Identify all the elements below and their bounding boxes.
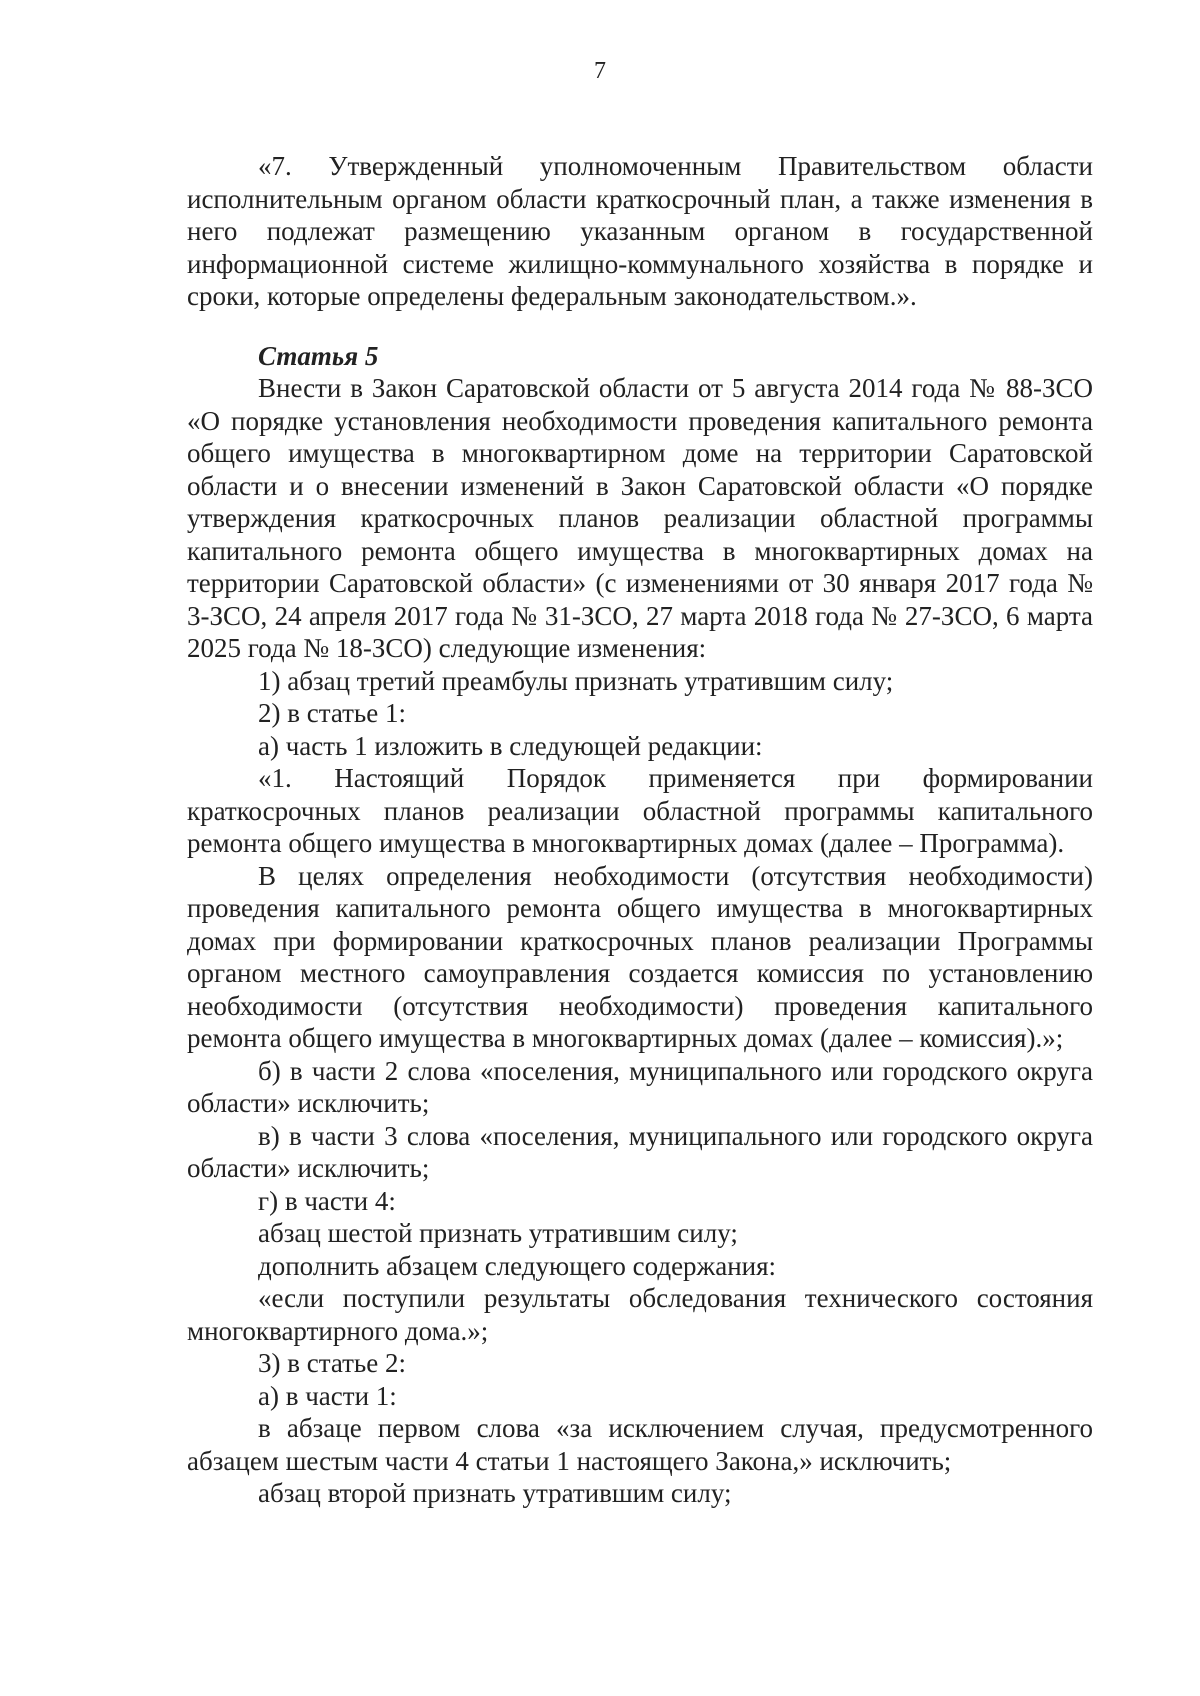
paragraph: Внести в Закон Саратовской области от 5 августа 2014 года № 88-ЗСО «О порядке установления необходимости проведения капитального ремонта общего имущества в многоквартирном доме на территории Саратовской области и о внесении изменений в Закон Саратовской области «О порядке утверждения краткосрочных планов реализации областной программы капитального ремонта общего имущества в многоквартирных домах на территории Саратовской области» (с изменениями от 30 января 2017 года № 3-ЗСО, 24 апреля 2017 года № 31-ЗСО, 27 марта 2018 года № 27-ЗСО, 6 марта 2025 года № 18-ЗСО) следующие изменения: [187, 373, 1093, 663]
paragraph: «1. Настоящий Порядок применяется при формировании краткосрочных планов реализации областной программы капитального ремонта общего имущества в многоквартирных домах (далее – Программа). [187, 763, 1093, 858]
paragraph: а) часть 1 изложить в следующей редакции: [258, 730, 763, 761]
document-body [187, 150, 1093, 1510]
paragraph: 1) абзац третий преамбулы признать утратившим силу; [258, 665, 894, 696]
paragraph: абзац второй признать утратившим силу; [258, 1478, 732, 1508]
paragraph: дополнить абзацем следующего содержания: [258, 1250, 777, 1281]
paragraph: «если поступили результаты обследования технического состояния многоквартирного дома.»; [187, 1283, 1093, 1346]
paragraph: абзац шестой признать утратившим силу; [258, 1218, 738, 1248]
paragraph: 3) в статье 2: [258, 1348, 406, 1378]
paragraph: в) в части 3 слова «поселения, муниципального или городского округа области» исключить; [187, 1120, 1093, 1183]
paragraph: «7. Утвержденный уполномоченным Правительством области исполнительным органом области краткосрочный план, а также изменения в него подлежат размещению указанным органом в государственной информационной системе жилищно-коммунального хозяйства в порядке и сроки, которые определены федеральным законодательством.». [187, 151, 1093, 311]
paragraph: В целях определения необходимости (отсутствия необходимости) проведения капитального ремонта общего имущества в многоквартирных домах при формировании краткосрочных планов реализации Программы органом местного самоуправления создается комиссия по установлению необходимости (отсутствия необходимости) проведения капитального ремонта общего имущества в многоквартирных домах (далее – комиссия).»; [187, 860, 1093, 1053]
paragraph: б) в части 2 слова «поселения, муниципального или городского округа области» исключить; [187, 1055, 1093, 1118]
paragraph: а) в части 1: [258, 1380, 397, 1411]
article-heading: Статья 5 [258, 340, 379, 371]
page-number: 7 [594, 58, 606, 84]
paragraph: 2) в статье 1: [258, 698, 406, 728]
paragraph: г) в части 4: [258, 1185, 396, 1216]
paragraph: в абзаце первом слова «за исключением случая, предусмотренного абзацем шестым части 4 статьи 1 настоящего Закона,» исключить; [187, 1413, 1093, 1476]
